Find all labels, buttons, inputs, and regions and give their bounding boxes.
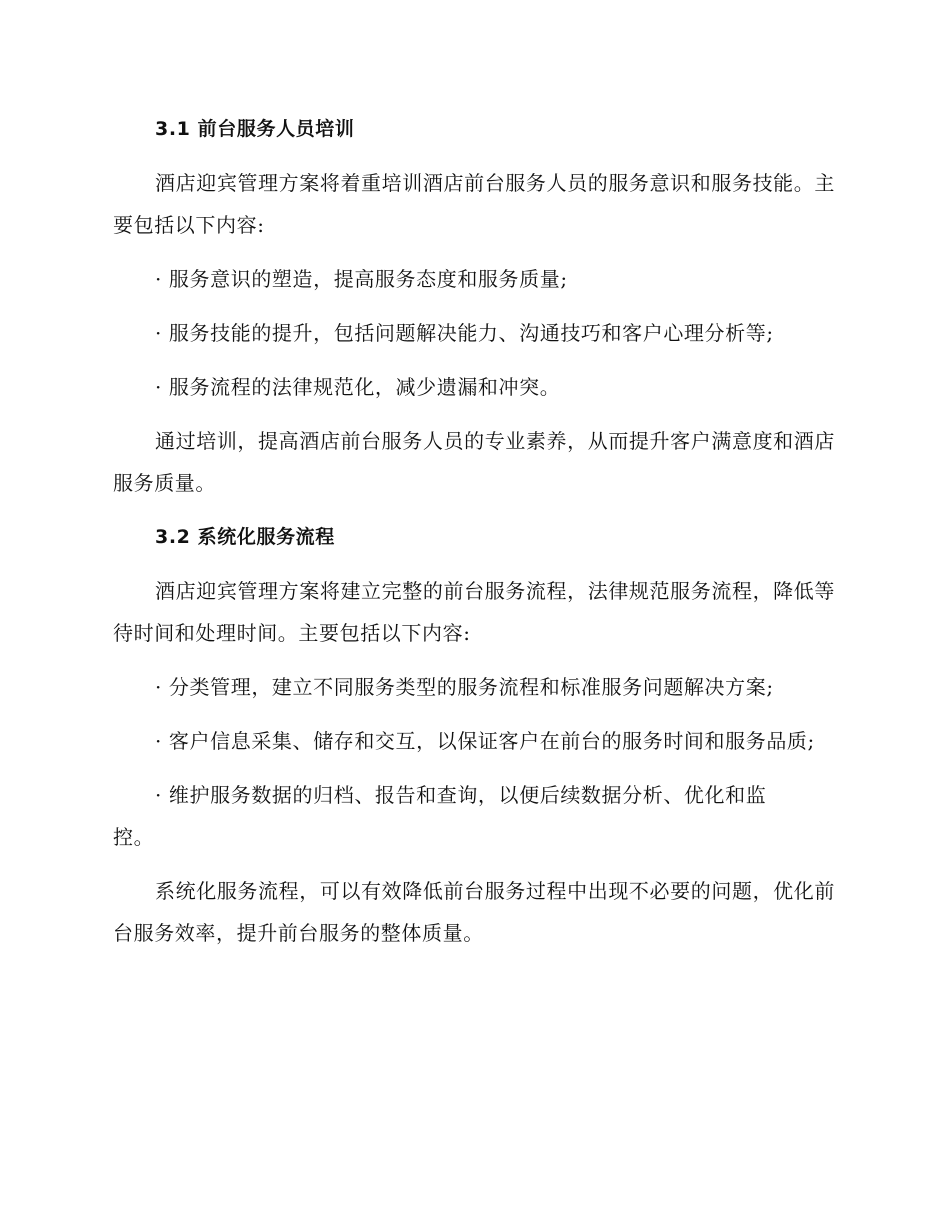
document-body xyxy=(113,108,835,966)
section-3-2-bullet-2: · 客户信息采集、储存和交互，以保证客户在前台的服务时间和服务品质; xyxy=(155,729,815,753)
section-heading-3-1: 3.1 前台服务人员培训 xyxy=(155,118,355,140)
section-3-2-bullet-3: · 维护服务数据的归档、报告和查询，以便后续数据分析、优化和监控。 xyxy=(113,783,767,849)
section-3-2-intro: 酒店迎宾管理方案将建立完整的前台服务流程，法律规范服务流程，降低等待时间和处理时间。主要包括以下内容: xyxy=(113,579,835,645)
section-3-1-bullet-2: · 服务技能的提升，包括问题解决能力、沟通技巧和客户心理分析等; xyxy=(155,321,774,345)
section-3-1-bullet-3: · 服务流程的法律规范化，减少遗漏和冲突。 xyxy=(155,375,561,399)
section-3-1-intro: 酒店迎宾管理方案将着重培训酒店前台服务人员的服务意识和服务技能。主要包括以下内容: xyxy=(113,171,835,237)
section-3-2-bullet-1: · 分类管理，建立不同服务类型的服务流程和标准服务问题解决方案; xyxy=(155,675,774,699)
section-heading-3-2: 3.2 系统化服务流程 xyxy=(155,526,335,548)
section-3-1-bullet-1: · 服务意识的塑造，提高服务态度和服务质量; xyxy=(155,267,568,291)
section-3-2-conclusion: 系统化服务流程，可以有效降低前台服务过程中出现不必要的问题，优化前台服务效率，提升前台服务的整体质量。 xyxy=(113,879,835,945)
section-3-1-conclusion: 通过培训，提高酒店前台服务人员的专业素养，从而提升客户满意度和酒店服务质量。 xyxy=(113,429,835,495)
